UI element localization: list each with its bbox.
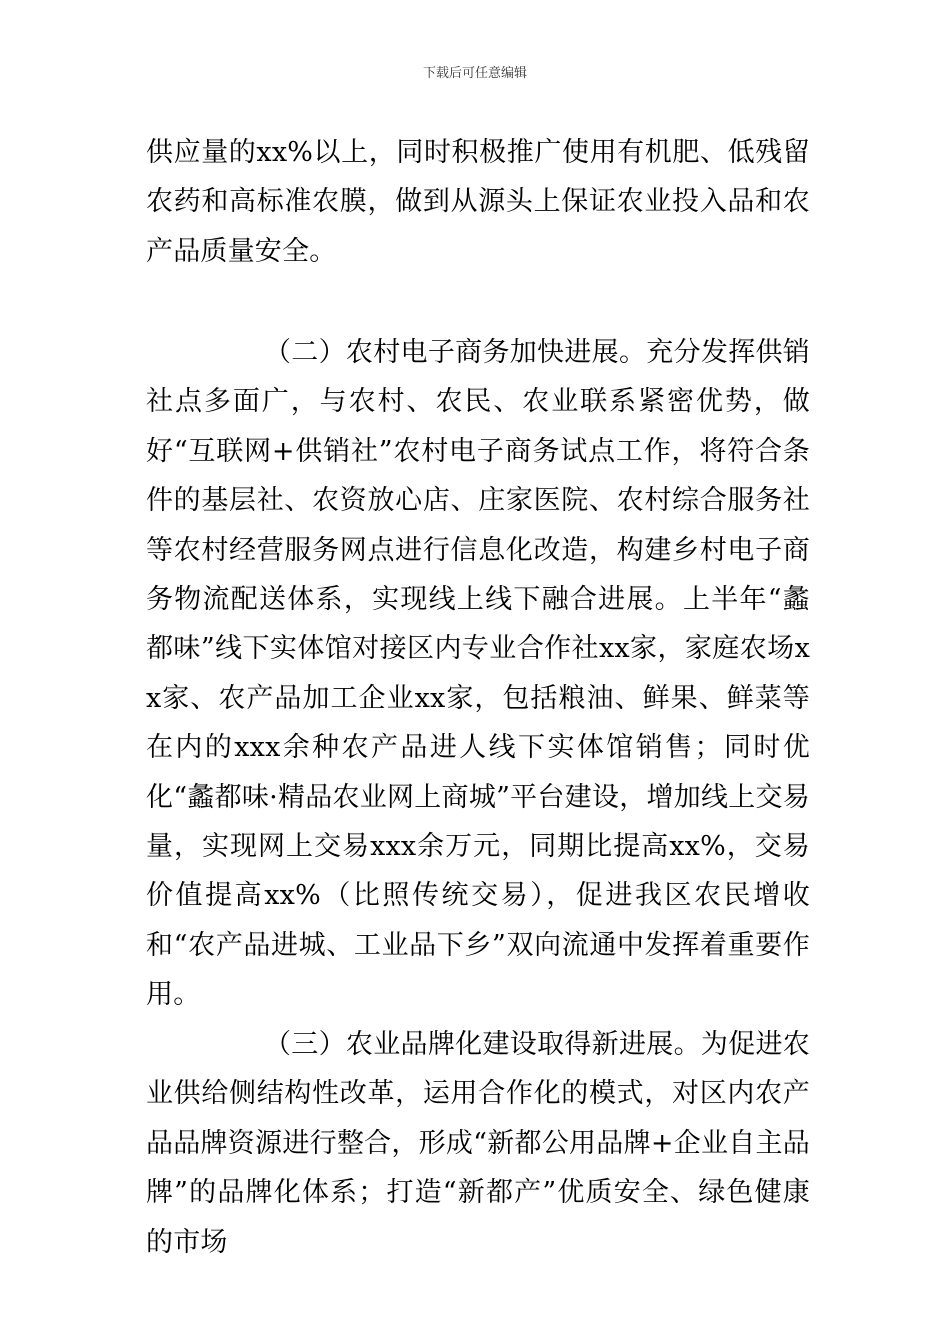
paragraph-agricultural-branding: （三）农业品牌化建设取得新进展。为促进农业供给侧结构性改革，运用合作化的模式，对区内农产品品牌资源进行整合，形成“新都公用品牌+企业自主品牌”的品牌化体系；打造“新都产”优质安全、绿色健康的市场	[146, 1029, 810, 1258]
paragraph-continuation: 供应量的xx%以上，同时积极推广使用有机肥、低残留农药和高标准农膜，做到从源头上保证农业投入品和农产品质量安全。	[146, 137, 810, 267]
page-header: 下载后可任意编辑	[422, 66, 527, 81]
paragraph-rural-ecommerce: （二）农村电子商务加快进展。充分发挥供销社点多面广，与农村、农民、农业联系紧密优势，做好“互联网+供销社”农村电子商务试点工作，将符合条件的基层社、农资放心店、庄家医院、农村综合服务社等农村经营服务网点进行信息化改造，构建乡村电子商务物流配送体系，实现线上线下融合进展。上半年“蠡都味”线下实体馆对接区内专业合作社xx家，家庭农场xx家、农产品加工企业xx家，包括粮油、鲜果、鲜菜等在内的xxx余种农产品进人线下实体馆销售；同时优化“蠡都味·精品农业网上商城”平台建设，增加线上交易量，实现网上交易xxx余万元，同期比提高xx%，交易价值提高xx%（比照传统交易），促进我区农民增收和“农产品进城、工业品下乡”双向流通中发挥着重要作用。	[146, 337, 810, 1011]
